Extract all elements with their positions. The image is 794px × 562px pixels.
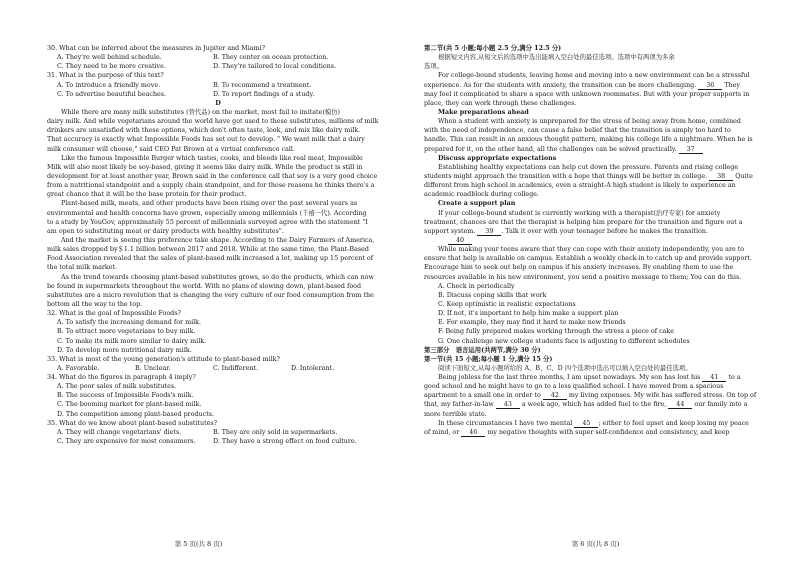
question-stem: 31. What is the purpose of this text? [47,72,164,80]
option-c: C. To make its milk more similar to dairy milk. [57,337,207,345]
question-33 [47,355,389,373]
passage-d-paragraph-2 [47,154,389,200]
option-c: C. Indifferent. [213,364,259,372]
text-line: to a [728,374,741,382]
option-a: A. To introduce a friendly move. [57,81,161,89]
text-line: my negative thoughts with super self-confidence and consistency, and keep [487,428,730,436]
text-line: resources available in his new environment, you send a positive message to them; You can do this. [424,273,742,281]
part-3-title: 第三部分 语言运用(共两节,满分 30 分) [424,346,541,354]
option-d: D. To develop more nutritional dairy milk. [57,346,192,354]
passage-d-paragraph-5 [47,273,389,310]
question-stem: 32. What is the goal of Impossible Foods? [47,310,181,318]
text-line: to a study by YouGov, approximately 55 percent of millennials surveyed agree with the statement "I [47,218,368,226]
text-line: In these circumstances I have two mental [438,419,573,427]
subheading-support-plan: Create a support plan [438,200,516,208]
text-line: handle. This can result in an anxious thought pattern, making his college life a nightmare. When he is [424,136,753,144]
seven-choose-five-paragraph-2 [424,117,774,154]
option-b: B. To recommend a treatment. [213,81,312,89]
section-1-title: 第一节(共 15 小题;每小题 1 分,满分 15 分) [424,355,553,363]
text-line: more terrible state. [424,410,487,418]
blank-44[interactable]: 44 [668,401,692,409]
section-2-title: 第二节(共 5 小题;每小题 2.5 分,满分 12.5 分) [424,45,562,52]
text-line: substitutes are a micro revolution that is changing the very culture of our food consumption from the [47,291,374,299]
text-line: They [724,81,740,89]
subheading-preparations: Make preparations ahead [438,108,529,116]
blank-37[interactable]: 37 [679,146,703,154]
text-line: prepared for it, on the other hand, all the challenges can be solved practically. [424,145,677,153]
option-list [424,282,774,346]
text-line: that, my father-in-law [424,401,494,409]
option-b: B. To attract more vegetarians to buy milk. [57,328,196,336]
text-line: may feel it complicated to share a space with unknown roommates. But with your proper supports in [424,90,750,98]
section-2-instructions: 根据短文内容,从短文后的选项中选出能填入空白处的最佳选项。选项中有两项为多余 [438,54,675,62]
text-line: milk sales dropped by＄1.1 billion between 2017 and 2018. While at the same time, the Plant-Based [47,246,369,254]
option-a: A. Favorable. [57,364,100,372]
text-line: my living expenses. My wife has suffered stress. On top of [568,392,757,400]
seven-choose-five-paragraph-4 [424,209,774,246]
text-line: be found in supermarkets throughout the world. With no plans of slowing down, plant-based food [47,282,362,290]
text-line: academic roadblock during college. [424,191,539,199]
text-line: When a student with anxiety is unprepared for the stress of being away from home, combined [438,118,741,126]
text-line: . Talk it over with your teenager before he makes the transition. [501,227,708,235]
text-line: Quite [735,172,753,180]
blank-39[interactable]: 39 [477,228,501,236]
option-b: B. They center on ocean protection. [213,54,329,62]
text-line: While there are many milk substitutes (替代品) on the market, most fail to imitate(模仿) [61,108,341,116]
text-line: That accuracy is exactly what Impossible Foods has set out to develop. " We want milk that a dairy [47,136,365,144]
cloze-passage [424,373,774,437]
text-line: experience. As for the students with anxiety, the transition can be more challenging. [424,81,697,89]
text-line: For college-bound students, leaving home and moving into a new environment can be a stressful [438,72,750,80]
text-line: good school and he might have to go to a less qualified school. I have moved from a spacious [424,383,724,391]
option-item: C. Keep optimistic in realistic expectations [438,300,576,308]
option-item: G. One challenge new college students face is adjusting to different schedules [438,337,690,345]
option-b: B. Unclear. [135,364,171,372]
text-line: drinkers are unsatisfied with these options, which don't often taste, look, and mix like dairy milk. [47,127,361,135]
blank-42[interactable]: 42 [543,392,567,400]
text-line: Milk will also most likely be soy-based, giving it seems like dairy milk. While the product is still in [47,163,363,171]
option-c: C. They are expensive for most consumers. [57,438,196,446]
text-line: While making your teens aware that they can cope with their anxiety independently, you are to [438,246,745,254]
blank-41[interactable]: 41 [702,374,726,382]
text-line: a week ago, which has added fuel to the fire, [521,401,667,409]
passage-d-paragraph-4 [47,236,389,273]
option-item: F. Being fully prepared makes working through the stress a piece of cake [438,328,675,336]
text-line: ; either to feel upset and keep losing my peace [598,419,749,427]
question-stem: 35. What do we know about plant-based substitutes? [47,419,218,427]
text-line: Encourage him to seek out help on campus if his anxiety increases. By enabling them to use the [424,264,734,272]
page-number: 第 5 页(共 8 页) [174,540,223,548]
option-d: D. They're tailored to local conditions. [213,63,337,71]
seven-choose-five-paragraph-1 [424,71,774,108]
text-line: Like the famous Impossible Burger which tastes, cooks, and bleeds like real meat, Impossible [61,154,363,162]
text-line: from a nutritional standpoint and a supply chain standpoint, and for those reasons he thinks there's a [47,182,375,190]
passage-d-paragraph-3 [47,199,389,236]
question-stem: 33. What is most of the young generation's attitude to plant-based milk? [47,355,280,363]
subheading-expectations: Discuss appropriate expectations [438,154,557,162]
option-item: E. For example, they may find it hard to make new friends [438,319,626,327]
seven-choose-five-paragraph-3 [424,163,774,200]
option-item: B. Discuss coping skills that work [438,291,547,299]
blank-36[interactable]: 36 [698,82,722,90]
text-line: of mind, or [424,428,460,436]
text-line: with the need of independence, can cause a false belief that the transition is simply too hard to [424,127,731,135]
option-d: D. Intolerant. [291,364,335,372]
text-line: Establishing healthy expectations can help cut down the pressure. Parents and rising college [438,163,739,171]
option-c: C. They need to be more creative. [57,63,166,71]
text-line: If your college-bound student is currently working with a therapist(治疗专家) for anxiety [438,209,721,217]
text-line: different from high school in academics, even a straight-A high student is likely to experience an [424,182,736,190]
blank-40[interactable]: 40 [448,237,472,245]
option-d: D. They have a strong effect on food culture. [213,438,357,446]
seven-choose-five-paragraph-5 [424,245,774,282]
text-line: As the trend towards choosing plant-based substitutes grows, so do the products, which can now [61,273,374,281]
passage-label: D [215,99,221,107]
text-line: dairy milk. And while vegetarians around the world have got used to these substitutes, millions of milk [47,118,379,126]
question-stem: 30. What can be inferred about the measures in Jupiter and Miami? [47,45,266,52]
option-d: D. To report findings of a study. [213,90,315,98]
section-1-instructions: 阅读下面短文,从每小题所给的 A、B、C、D 四个选项中选出可以填入空白处的最佳选项。 [438,364,692,372]
option-a: A. To satisfy the increasing demand for milk. [57,319,202,327]
question-32 [47,309,389,355]
text-line: development for at least another year, Brown said in the conference call that soy is a very good choice [47,172,378,180]
text-line: support system. [424,227,476,235]
option-item: D. If not, it's important to help him make a support plan [438,310,619,318]
text-line: Being jobless for the last three months, I am upset nowadays. My son has lost his [438,374,701,382]
text-line: our family into a [694,401,748,409]
text-line: am open to substituting meat or dairy products with healthy substitutes". [47,227,284,235]
option-d: D. The competition among plant-based products. [57,410,215,418]
text-line: ensure that help is available on campus. Establish a weekly check-in to catch up and provide support. [424,255,752,263]
text-line: the total milk market. [47,264,118,272]
text-line: environmental and health concerns have grown, especially among millennials (千禧一代). According [47,209,367,217]
text-line: great chance that it will be the base protein for their product. [47,191,247,199]
blank-43[interactable]: 43 [496,401,520,409]
text-line: treatment, chances are that the therapist is helping him prepare for the transition and figure out a [424,218,743,226]
question-31 [47,71,389,98]
option-b: B. They are only sold in supermarkets. [213,428,338,436]
exam-page-6 [397,0,794,562]
option-a: A. The poor sales of milk substitutes. [57,383,177,391]
question-stem: 34. What do the figures in paragraph 4 imply? [47,374,196,382]
option-a: A. They're well behind schedule. [57,54,162,62]
option-item: A. Check in periodically [438,282,515,290]
passage-d-paragraph-1 [47,108,389,154]
question-34 [47,373,389,419]
blank-38[interactable]: 38 [709,173,733,181]
text-line: Plant-based milk, meats, and other products have been rising over the past several years as [61,200,358,208]
text-line: place, they can work through these challenges. [424,99,577,107]
text-line: bottom all the way to the top. [47,300,143,308]
section-2-instructions: 选项。 [424,63,444,71]
option-a: A. They will change vegetarians' diets. [57,428,182,436]
text-line: students might approach the transition with a hope that things will be better in college. [424,172,708,180]
text-line: apartment to a small one in order to [424,392,541,400]
option-b: B. The success of Impossible Foods's milk. [57,392,194,400]
blank-46[interactable]: 46 [461,429,485,437]
text-line: And the market is seeing this preference take shape. According to the Dairy Farmers of America, [61,236,375,244]
question-30 [47,44,389,71]
blank-45[interactable]: 45 [574,420,598,428]
question-35 [47,419,389,446]
option-c: C. To advertise beautiful beaches. [57,90,167,98]
text-line: milk consumer will choose," said CEO Pat Brown at a virtual conference call. [47,145,295,153]
option-c: C. The booming market for plant-based milk. [57,401,202,409]
text-line: Food Association revealed that the sales of plant-based milk increased a lot, making up 15 percent of [47,255,374,263]
page-number: 第 6 页(共 8 页) [571,540,620,548]
